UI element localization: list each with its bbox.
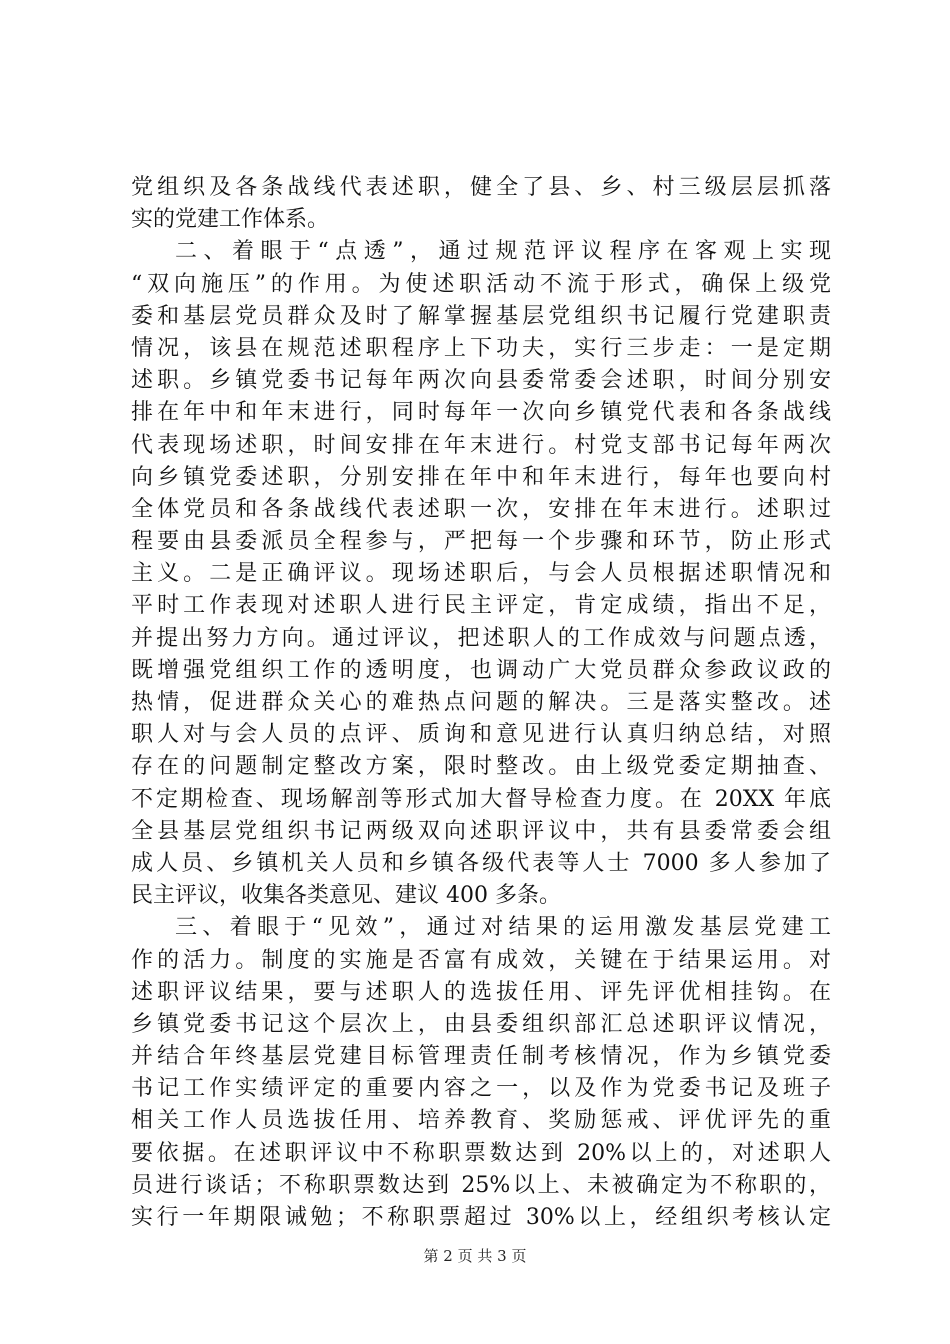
text-line: 情况，该县在规范述职程序上下功夫，实行三步走：一是定期 [131,335,831,361]
text-line: 民主评议，收集各类意见、建议 400 多条。 [131,883,561,909]
text-line: 委和基层党员群众及时了解掌握基层党组织书记履行党建职责 [131,303,831,329]
text-line: 全县基层党组织书记两级双向述职评议中，共有县委常委会组 [131,818,831,844]
text-line: 向乡镇党委述职，分别安排在年中和年末进行，每年也要向村 [131,464,831,490]
text-line: 全体党员和各条战线代表述职一次，安排在年末进行。述职过 [131,496,831,522]
text-line: 党组织及各条战线代表述职，健全了县、乡、村三级层层抓落 [131,175,831,200]
text-line: 乡镇党委书记这个层次上，由县委组织部汇总述职评议情况， [131,1011,831,1037]
text-line: 存在的问题制定整改方案，限时整改。由上级党委定期抽查、 [131,754,831,780]
text-line: 二、着眼于“点透”，通过规范评议程序在客观上实现 [175,239,831,265]
text-line: 三、着眼于“见效”，通过对结果的运用激发基层党建工 [175,915,831,941]
text-line: 代表现场述职，时间安排在年末进行。村党支部书记每年两次 [131,432,831,458]
text-line: 述职评议结果，要与述职人的选拔任用、评先评优相挂钩。在 [131,979,831,1005]
text-line: 不定期检查、现场解剖等形式加大督导检查力度。在 20XX 年底 [131,786,831,812]
text-line: 排在年中和年末进行，同时每年一次向乡镇党代表和各条战线 [131,400,831,426]
text-line: 要依据。在述职评议中不称职票数达到 20%以上的，对述职人 [131,1140,831,1166]
text-line: 实的党建工作体系。 [131,207,330,233]
text-line: 书记工作实绩评定的重要内容之一，以及作为党委书记及班子 [131,1076,831,1102]
text-line: 职人对与会人员的点评、质询和意见进行认真归纳总结，对照 [131,722,831,748]
text-line: “双向施压”的作用。为使述职活动不流于形式，确保上级党 [131,271,831,297]
text-line: 员进行谈话；不称职票数达到 25%以上、未被确定为不称职的， [131,1172,831,1198]
text-line: 述职。乡镇党委书记每年两次向县委常委会述职，时间分别安 [131,368,831,394]
text-line: 主义。二是正确评议。现场述职后，与会人员根据述职情况和 [131,561,831,587]
text-line: 既增强党组织工作的透明度，也调动广大党员群众参政议政的 [131,657,831,683]
text-line: 并提出努力方向。通过评议，把述职人的工作成效与问题点透， [131,625,831,651]
text-line: 实行一年期限诫勉；不称职票超过 30%以上，经组织考核认定 [131,1205,831,1230]
page-footer: 第 2 页 共 3 页 [423,1247,527,1265]
text-line: 程要由县委派员全程参与，严把每一个步骤和环节，防止形式 [131,529,831,555]
text-line: 热情，促进群众关心的难热点问题的解决。三是落实整改。述 [131,690,831,715]
body-text [131,172,831,1234]
text-line: 成人员、乡镇机关人员和乡镇各级代表等人士 7000 多人参加了 [131,850,831,876]
text-line: 平时工作表现对述职人进行民主评定，肯定成绩，指出不足， [131,593,831,619]
text-line: 并结合年终基层党建目标管理责任制考核情况，作为乡镇党委 [131,1044,831,1070]
text-line: 作的活力。制度的实施是否富有成效，关键在于结果运用。对 [131,947,831,973]
text-line: 相关工作人员选拔任用、培养教育、奖励惩戒、评优评先的重 [131,1108,831,1134]
